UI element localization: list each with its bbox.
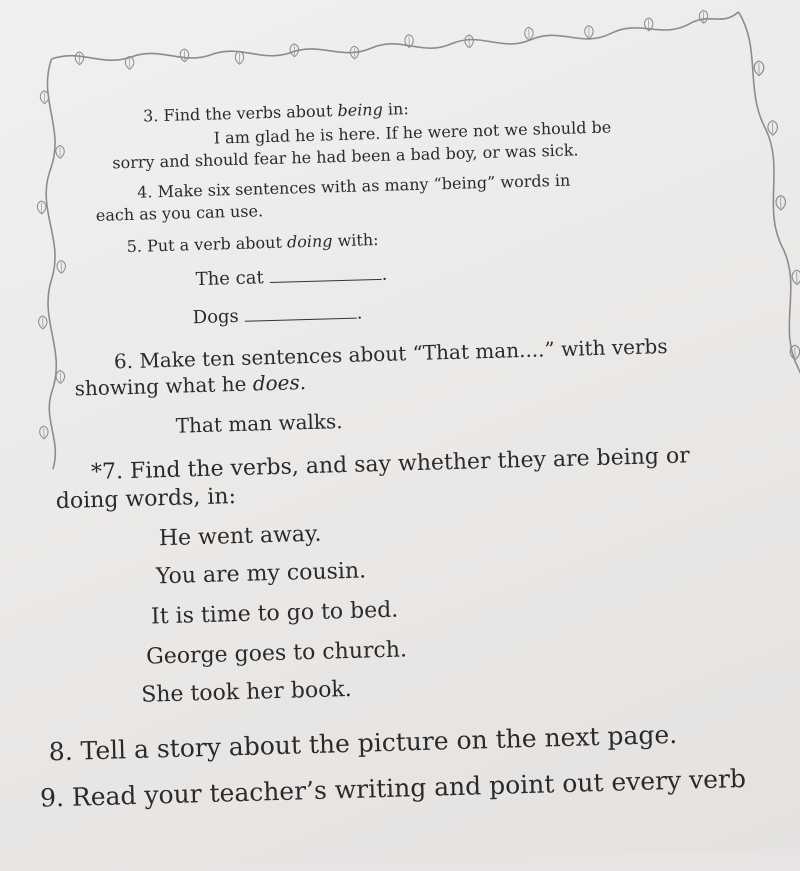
exercise-3-text-line2: sorry and should fear he had been a bad boy, or was sick. (112, 140, 579, 173)
exercise-4-line1: 4. Make six sentences with as many “being” words in (136, 170, 571, 202)
fill-in-blank-line (245, 318, 357, 322)
exercise-7-sentence: It is time to go to bed. (150, 597, 399, 630)
exercise-6-example: That man walks. (175, 409, 343, 438)
exercise-3-prompt: 3. Find the verbs about being in: (142, 99, 409, 126)
exercise-4-line2: each as you can use. (95, 201, 264, 225)
exercise-8: 8. Tell a story about the picture on the next page. (48, 719, 678, 767)
exercise-6-line2: showing what he does. (74, 370, 307, 401)
exercise-3-text-line1: I am glad he is here. If he were not we should be (213, 117, 612, 148)
exercise-5-blank-1: The cat . (195, 263, 388, 291)
exercise-7-sentence: He went away. (158, 521, 322, 552)
exercise-7-line1: *7. Find the verbs, and say whether they are being or (90, 443, 691, 486)
exercise-7-line2: doing words, in: (55, 484, 237, 515)
fill-in-blank-line (270, 279, 382, 283)
exercise-5-blank-2: Dogs . (192, 302, 363, 329)
exercise-7-sentence: You are my cousin. (155, 558, 367, 590)
exercise-7-sentence: She took her book. (140, 676, 353, 708)
exercise-5-prompt: 5. Put a verb about doing with: (126, 229, 379, 257)
exercise-7-sentence: George goes to church. (145, 637, 408, 670)
exercise-9: 9. Read your teacher’s writing and point out every verb (39, 763, 747, 813)
exercise-6-line1: 6. Make ten sentences about “That man....” with verbs (113, 333, 668, 374)
